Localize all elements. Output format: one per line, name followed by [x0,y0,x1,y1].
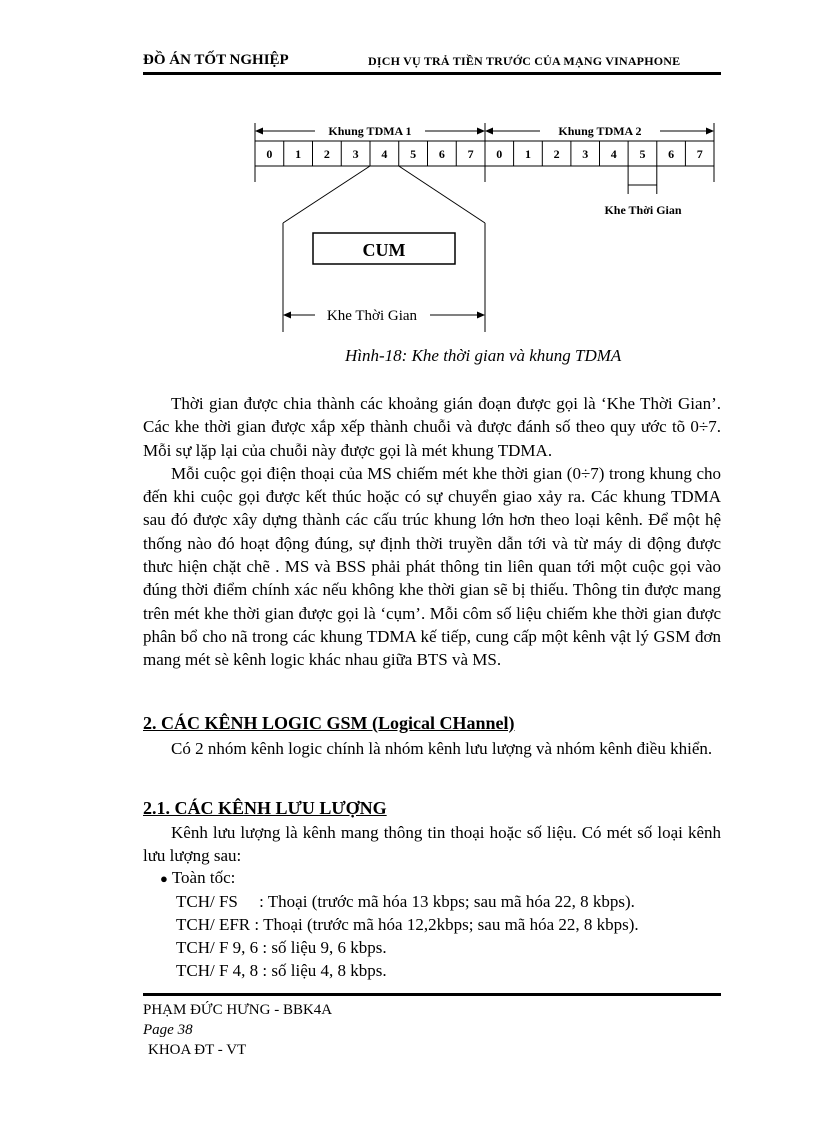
slot-f2-3: 3 [582,147,589,161]
slot-f1-6: 6 [438,147,445,161]
slot-f1-1: 1 [295,147,302,161]
bullet-text: Toàn tốc: [171,868,236,887]
slot-f2-1: 1 [525,147,531,161]
slot-f2-2: 2 [553,147,560,161]
section-2-heading: 2. CÁC KÊNH LOGIC GSM (Logical CHannel) [143,713,515,733]
slot-f1-0: 0 [266,147,273,161]
slot-label-bottom: Khe Thời Gian [326,308,418,324]
frame2-label: Khung TDMA 2 [558,124,642,138]
paragraph-1: Thời gian được chia thành các khoảng gián đoạn được gọi là ‘Khe Thời Gian’. Các khe thời gian được xắp xếp thành chuỗi và được đánh số theo quy ước tõ 0÷7. Mỗi sự lặp lại của chuỗi này được gọi là mét khung TDMA. [143,394,721,460]
tdma-frame-diagram [240,110,730,340]
frame1-label: Khung TDMA 1 [328,124,412,138]
channel-item-4: TCH/ F 4, 8 : số liệu 4, 8 kbps. [176,961,387,980]
channel-item-2: TCH/ EFR : Thoại (trước mã hóa 12,2kbps; sau mã hóa 22, 8 kbps). [176,915,639,934]
figure-caption: Hình-18: Khe thời gian và khung TDMA [345,346,622,365]
paragraph-2: Mỗi cuộc gọi điện thoại của MS chiếm mét khe thời gian (0÷7) trong khung cho đến khi cuộc gọi được kết thúc hoặc có sự chuyển giao xảy ra. Các khung TDMA sau đó được xây dựng thành các cấu trúc khung lớn hơn theo loại kênh. Để một hệ thống nào đó hoạt động đúng, sự định thời truyền dẫn tới và từ máy di động được thưc hiện chặt chẽ . MS và BSS phải phát thông tin liên quan tới một cuộc gọi vào đúng thời điểm chính xác nếu không khe thời gian sẽ bị thiếu. Thông tin được mang trên mét khe thời gian được gọi là ‘cụm’. Mỗi côm số liệu chiếm khe thời gian được phân bổ cho nã trong các khung TDMA kế tiếp, cung cấp một kênh vật lý GSM đơn mang mét sè kênh logic khác nhau giữa BTS và MS. [143,463,721,670]
footer-rule [143,993,721,996]
channel-item-1: TCH/ FS : Thoại (trước mã hóa 13 kbps; sau mã hóa 22, 8 kbps). [176,892,635,911]
burst-label: CUM [362,240,406,260]
slot-f1-5: 5 [410,147,417,161]
header-title: ĐỒ ÁN TỐT NGHIỆP [143,52,289,68]
section-2-body [143,737,721,760]
section-2-1-text: Kênh lưu lượng là kênh mang thông tin thoại hoặc số liệu. Có mét số loại kênh lưu lượng sau: [143,823,721,866]
slot-label-right: Khe Thời Gian [604,203,682,217]
slot-f2-4: 4 [610,147,617,161]
slot-f2-5: 5 [639,147,646,161]
footer-page: Page 38 [143,1022,193,1038]
slot-f1-7: 7 [467,147,474,161]
section-2-1-heading: 2.1. CÁC KÊNH LƯU LƯỢNG [143,798,387,818]
slot-f1-2: 2 [323,147,330,161]
section-2-1-body [143,821,721,868]
slot-f1-3: 3 [352,147,359,161]
footer-dept: KHOA ĐT - VT [148,1042,247,1058]
section-2-text: Có 2 nhóm kênh logic chính là nhóm kênh lưu lượng và nhóm kênh điều khiển. [171,739,713,758]
header-rule [143,72,721,75]
header-subtitle: DỊCH VỤ TRẢ TIỀN TRƯỚC CỦA MẠNG VINAPHONE [368,54,681,68]
slot-f2-7: 7 [696,147,703,161]
slot-f1-4: 4 [381,147,388,161]
body-text [143,392,721,672]
bullet-icon: ● [160,871,168,886]
slot-f2-0: 0 [496,147,503,161]
footer-author: PHẠM ĐỨC HƯNG - BBK4A [143,1002,333,1018]
channel-item-3: TCH/ F 9, 6 : số liệu 9, 6 kbps. [176,938,387,957]
slot-f2-6: 6 [668,147,675,161]
bullet-item [160,868,235,888]
